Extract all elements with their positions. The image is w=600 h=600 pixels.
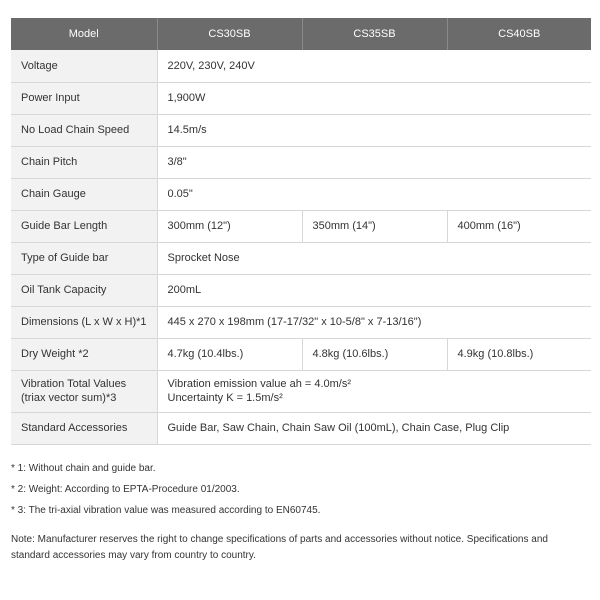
table-row-chain-pitch <box>11 146 591 178</box>
table-row-vibration <box>11 370 591 412</box>
footnotes <box>11 458 591 521</box>
table-row-voltage <box>11 50 591 82</box>
row-value-line-2: Uncertainty K = 1.5m/s² <box>167 392 283 404</box>
row-label: Chain Pitch <box>11 146 157 178</box>
table-row-dimensions <box>11 306 591 338</box>
row-value: 1,900W <box>157 82 591 114</box>
table-row-guide-bar-type <box>11 242 591 274</box>
row-value-cs35sb: 350mm (14") <box>302 210 447 242</box>
row-label: Chain Gauge <box>11 178 157 210</box>
row-label: No Load Chain Speed <box>11 114 157 146</box>
header-cs30sb: CS30SB <box>157 18 302 50</box>
row-label: Dimensions (L x W x H)*1 <box>11 306 157 338</box>
row-label: Dry Weight *2 <box>11 338 157 370</box>
row-value-cs40sb: 4.9kg (10.8lbs.) <box>447 338 591 370</box>
row-value-line-1: Vibration emission value ah = 4.0m/s² <box>167 378 352 390</box>
table-header-row <box>11 18 591 50</box>
row-value: Sprocket Nose <box>157 242 591 274</box>
spec-table-container <box>11 18 591 445</box>
row-label: Standard Accessories <box>11 412 157 444</box>
row-value: 200mL <box>157 274 591 306</box>
table-row-chain-gauge <box>11 178 591 210</box>
row-label: Guide Bar Length <box>11 210 157 242</box>
spec-table <box>11 18 591 445</box>
row-value-cs40sb: 400mm (16") <box>447 210 591 242</box>
row-label-line-1: Vibration Total Values <box>21 378 127 390</box>
table-row-power <box>11 82 591 114</box>
row-label: Type of Guide bar <box>11 242 157 274</box>
row-value: 220V, 230V, 240V <box>157 50 591 82</box>
disclaimer-note: Note: Manufacturer reserves the right to change specifications of parts and accessories without notice. Specifications and standard accessories may vary from country to country. <box>11 534 548 561</box>
row-label-line-2: (triax vector sum)*3 <box>21 392 117 404</box>
footnote-1: * 1: Without chain and guide bar. <box>11 463 156 474</box>
header-model: Model <box>11 18 157 50</box>
row-value <box>157 370 591 412</box>
table-row-oil-tank <box>11 274 591 306</box>
row-label: Voltage <box>11 50 157 82</box>
table-row-accessories <box>11 412 591 444</box>
footnote-3: * 3: The tri-axial vibration value was measured according to EN60745. <box>11 505 321 516</box>
row-value: 3/8" <box>157 146 591 178</box>
row-value-cs35sb: 4.8kg (10.6lbs.) <box>302 338 447 370</box>
row-label: Oil Tank Capacity <box>11 274 157 306</box>
row-value-cs30sb: 4.7kg (10.4lbs.) <box>157 338 302 370</box>
table-row-guide-bar-length <box>11 210 591 242</box>
footnote-2: * 2: Weight: According to EPTA-Procedure 01/2003. <box>11 484 240 495</box>
header-cs35sb: CS35SB <box>302 18 447 50</box>
row-value: Guide Bar, Saw Chain, Chain Saw Oil (100mL), Chain Case, Plug Clip <box>157 412 591 444</box>
row-value: 445 x 270 x 198mm (17-17/32" x 10-5/8" x 7-13/16") <box>157 306 591 338</box>
table-row-dry-weight <box>11 338 591 370</box>
row-value: 0.05" <box>157 178 591 210</box>
row-value-cs30sb: 300mm (12") <box>157 210 302 242</box>
row-value: 14.5m/s <box>157 114 591 146</box>
header-cs40sb: CS40SB <box>447 18 591 50</box>
table-row-chain-speed <box>11 114 591 146</box>
row-label: Power Input <box>11 82 157 114</box>
row-label <box>11 370 157 412</box>
